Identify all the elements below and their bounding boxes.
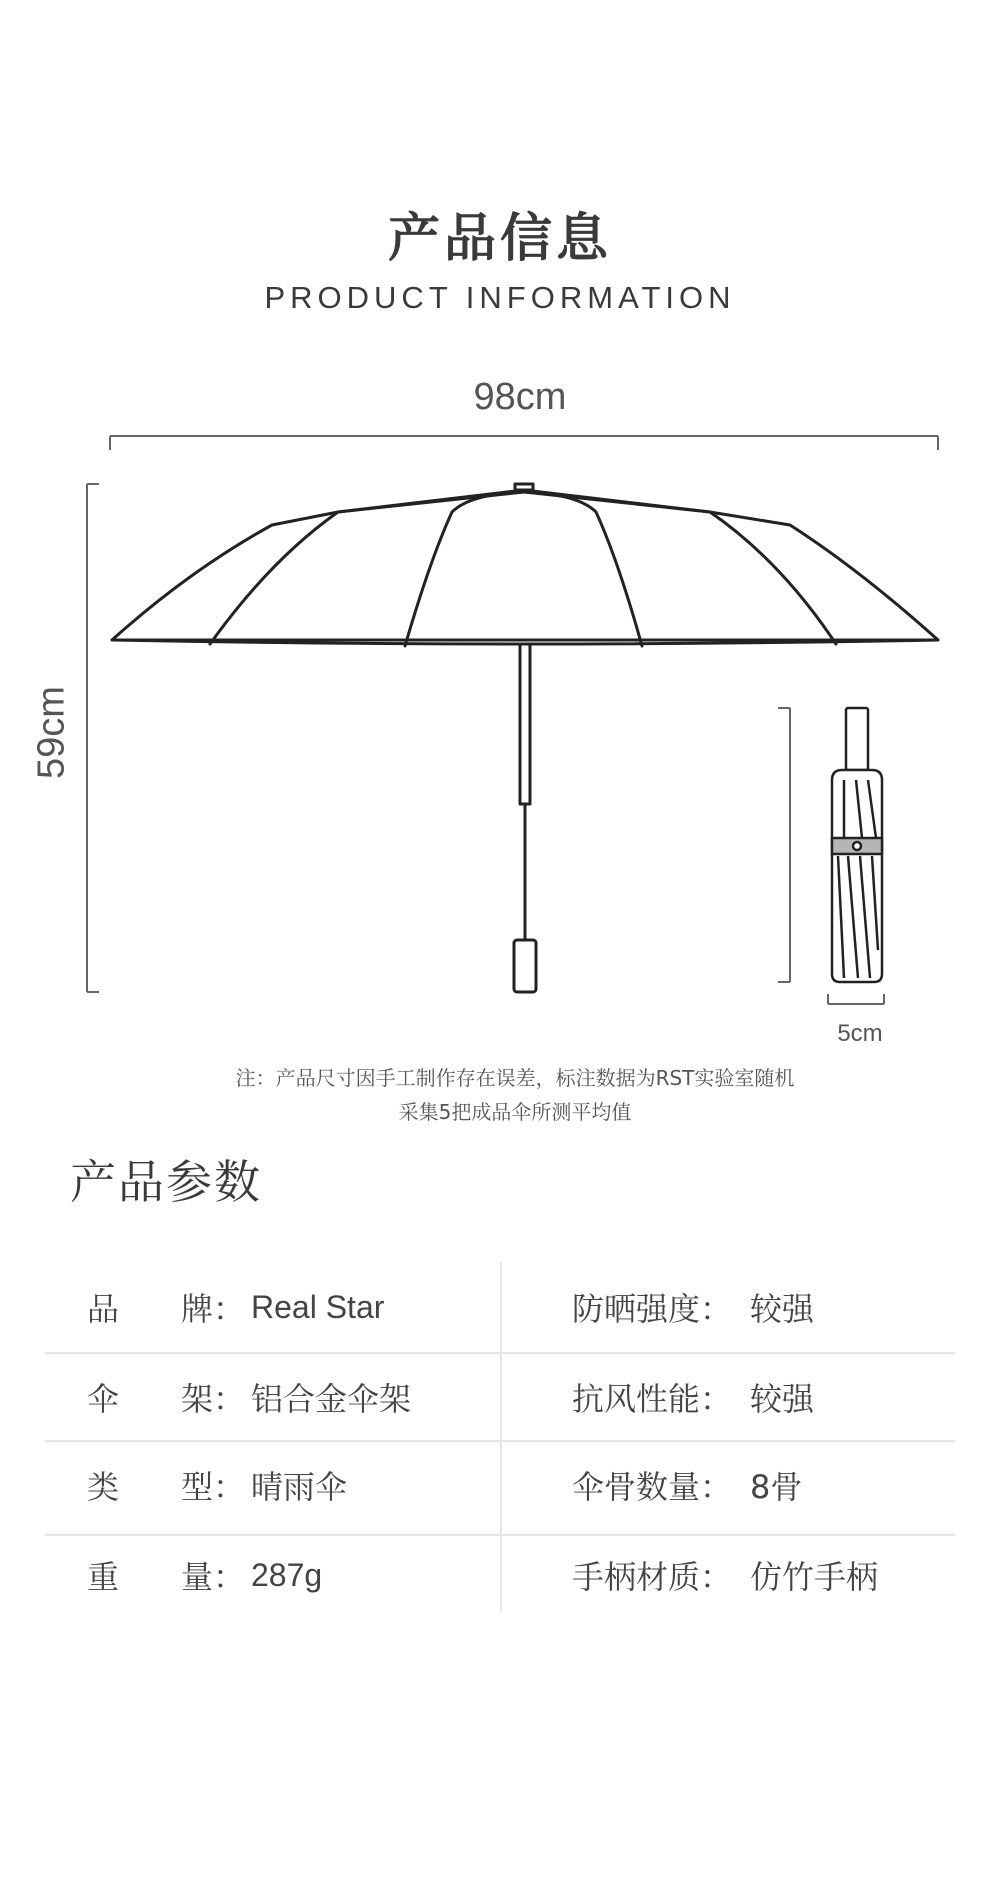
page-subtitle: PRODUCT INFORMATION bbox=[264, 280, 736, 315]
spec-key-right: 抗风性能： bbox=[572, 1380, 733, 1418]
spec-key-char1: 品 bbox=[87, 1290, 120, 1328]
spec-value-right: 仿竹手柄 bbox=[750, 1558, 879, 1596]
height-dimension-line bbox=[87, 484, 99, 992]
spec-table bbox=[45, 1262, 955, 1612]
spec-key-char1: 重 bbox=[87, 1558, 120, 1596]
table-row bbox=[45, 1352, 955, 1442]
table-row bbox=[45, 1530, 955, 1620]
width-dimension-label: 98cm bbox=[473, 376, 567, 418]
spec-value: 287g bbox=[251, 1556, 323, 1593]
spec-key-right: 防晒强度： bbox=[572, 1290, 733, 1328]
spec-value-right: 较强 bbox=[750, 1290, 815, 1328]
folded-width-dimension-label: 5cm bbox=[837, 1020, 883, 1047]
spec-key-char1: 伞 bbox=[87, 1380, 120, 1418]
height-dimension-label: 59cm bbox=[30, 686, 73, 779]
spec-value: 铝合金伞架 bbox=[251, 1381, 412, 1417]
width-dimension-line bbox=[110, 436, 938, 450]
spec-key-right: 手柄材质： bbox=[572, 1558, 733, 1596]
spec-value-right: 8骨 bbox=[750, 1468, 803, 1506]
spec-key-right: 伞骨数量： bbox=[572, 1468, 733, 1506]
open-umbrella-icon bbox=[112, 484, 938, 992]
spec-key-char2: 量： bbox=[181, 1558, 246, 1596]
spec-key-char1: 类 bbox=[87, 1468, 120, 1506]
folded-width-dimension-line bbox=[828, 994, 884, 1004]
spec-key-char2: 架： bbox=[181, 1380, 246, 1418]
folded-umbrella-icon bbox=[832, 708, 882, 982]
spec-value: Real Star bbox=[251, 1288, 385, 1325]
table-row bbox=[45, 1440, 955, 1530]
page-title: 产品信息 bbox=[387, 209, 612, 269]
spec-value-right: 较强 bbox=[750, 1380, 815, 1418]
folded-height-dimension-line bbox=[778, 708, 790, 982]
spec-value: 晴雨伞 bbox=[251, 1469, 348, 1505]
spec-key-char2: 型： bbox=[181, 1468, 246, 1506]
table-row bbox=[45, 1262, 955, 1352]
note-line-1: 注：产品尺寸因手工制作存在误差，标注数据为RST实验室随机 bbox=[235, 1066, 795, 1090]
section-title-params: 产品参数 bbox=[70, 1155, 262, 1209]
spec-key-char2: 牌： bbox=[181, 1290, 246, 1328]
note-line-2: 采集5把成品伞所测平均值 bbox=[398, 1100, 632, 1124]
